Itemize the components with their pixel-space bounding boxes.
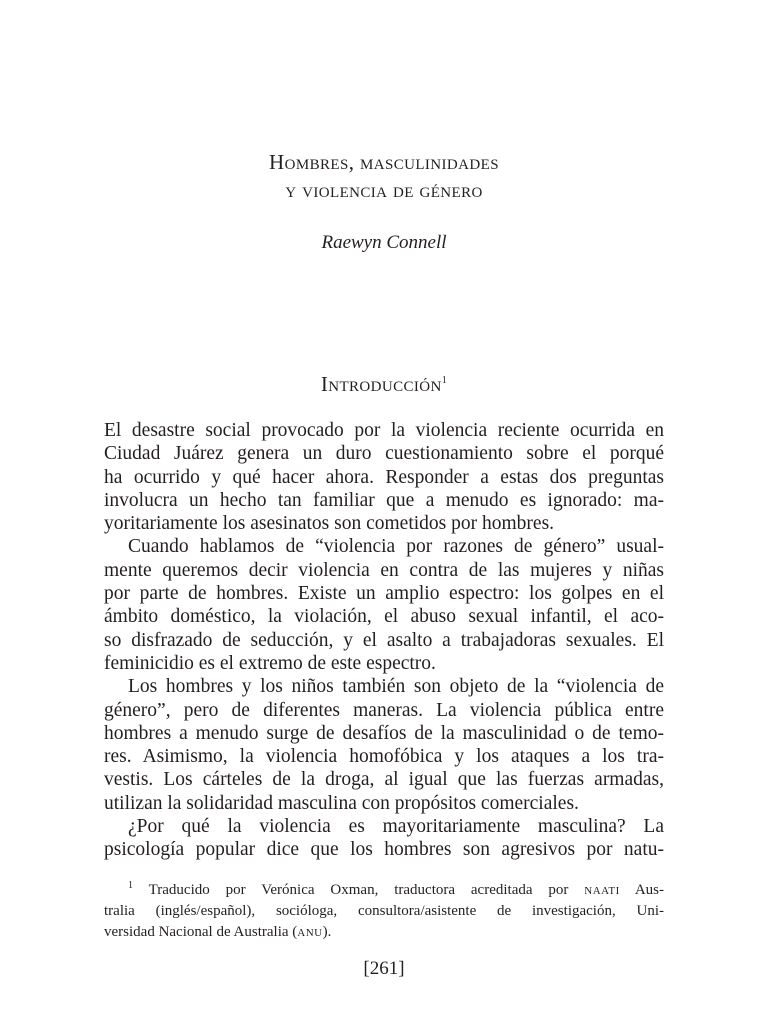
footnote-mark: 1 [128,880,133,891]
body-text [104,419,664,862]
text-line: res. Asimismo, la violencia homofóbica y los ataques a los tra- [104,746,664,768]
text-line: vestis. Los cárteles de la droga, al igual que las fuerzas armadas, [104,769,664,791]
text-line: feminicidio es el extremo de este espectro. [104,652,436,674]
paragraph-3 [104,675,664,815]
chapter-title-line-2: y violencia de género [285,178,483,202]
text-line: so disfrazado de seducción, y el asalto a trabajadoras sexuales. El [104,629,664,651]
footnote-acronym: naati [584,882,620,898]
footnote-line [104,922,664,943]
text-line: utilizan la solidaridad masculina con propósitos comerciales. [104,792,579,814]
text-line: género”, pero de diferentes maneras. La violencia pública entre [104,699,664,721]
text-line: involucra un hecho tan familiar que a menudo es ignorado: ma- [104,489,664,511]
text-line: El desastre social provocado por la violencia reciente ocurrida en [104,420,664,441]
section-heading-text: Introducción [320,372,442,396]
paragraph-2 [104,535,664,675]
chapter-title-line-1: Hombres, masculinidades [269,150,499,174]
footnote-text: versidad Nacional de Australia ( [104,924,298,940]
text-line: mente queremos decir violencia en contra de las mujeres y niñas [104,559,664,581]
section-heading [0,372,768,397]
page-number: [261] [363,958,405,979]
text-line: psicología popular dice que los hombres son agresivos por natu- [104,839,664,861]
text-line: ha ocurrido y qué hacer ahora. Responder a estas dos preguntas [104,466,664,488]
footnote-text: Traducido por Verónica Oxman, traductora acreditada por [148,882,585,898]
text-line: por parte de hombres. Existe un amplio espectro: los golpes en el [104,583,664,605]
text-line: Cuando hablamos de “violencia por razones de género” usual- [128,536,664,558]
text-line: Ciudad Juárez genera un duro cuestionamiento sobre el porqué [104,443,664,465]
footnote [104,880,664,943]
text-line: yoritariamente los asesinatos son cometidos por hombres. [104,513,555,535]
footnote-reference: 1 [441,375,448,386]
author-name: Raewyn Connell [321,232,447,253]
footnote-text: ). [322,924,332,940]
text-line: hombres a menudo surge de desafíos de la masculinidad o de temo- [104,722,664,744]
paragraph-4 [104,815,664,862]
text-line: Los hombres y los niños también son objeto de la “violencia de [128,676,664,698]
text-line: ámbito doméstico, la violación, el abuso sexual infantil, el aco- [104,606,664,628]
paragraph-1 [104,419,664,535]
footnote-acronym: anu [297,924,323,940]
footnote-line: tralia (inglés/español), socióloga, consultora/asistente de investigación, Uni- [104,903,664,919]
text-line: ¿Por qué la violencia es mayoritariamente masculina? La [128,816,664,838]
footnote-text: Aus- [619,882,665,898]
footnote-line [104,880,664,901]
